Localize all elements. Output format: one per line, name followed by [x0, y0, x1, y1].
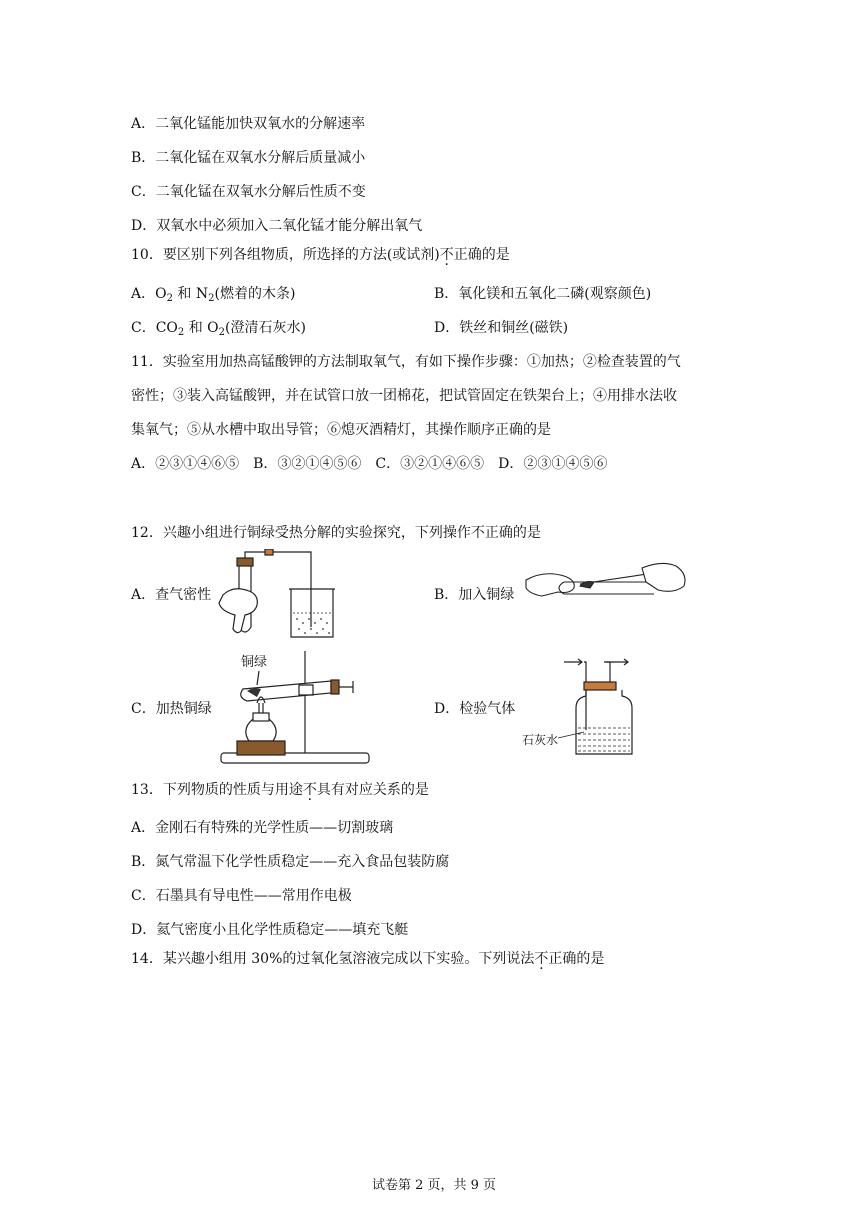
- q13-option-b: B．氮气常温下化学性质稳定——充入食品包装防腐: [131, 854, 450, 870]
- q10-option-a: A．$O_2$ 和 $N_2$(燃着的木条): [131, 286, 296, 304]
- q9-option-b: B．二氧化锰在双氧水分解后质量减小: [131, 150, 366, 166]
- figure-a-airtightness-check: [215, 549, 345, 641]
- q12-option-c: C．加热铜绿: [131, 701, 212, 717]
- figure-d-testing-gas-limewater: [520, 656, 640, 758]
- q13-option-d: D．氦气密度小且化学性质稳定——填充飞艇: [131, 922, 409, 938]
- q11-options: A．②③①④⑥⑤ B．③②①④⑤⑥ C．③②①④⑥⑤ D．②③①④⑤⑥: [131, 456, 608, 472]
- q13-stem: 13．下列物质的性质与用途不具有对应关系的是: [131, 782, 429, 798]
- q12-option-d: D．检验气体: [434, 701, 516, 717]
- page-footer: 试卷第 2 页，共 9 页: [371, 1178, 497, 1193]
- q12-stem: 12．兴趣小组进行铜绿受热分解的实验探究，下列操作不正确的是: [131, 525, 541, 541]
- q9-option-a: A．二氧化锰能加快双氧水的分解速率: [131, 116, 366, 132]
- q9-option-d: D．双氧水中必须加入二氧化锰才能分解出氧气: [131, 218, 423, 234]
- q14-stem: 14．某兴趣小组用 30%的过氧化氢溶液完成以下实验。下列说法不正确的是: [131, 951, 605, 967]
- q14-emphasis: 不: [534, 951, 549, 967]
- q10-stem: 10．要区别下列各组物质，所选择的方法(或试剂)不正确的是: [131, 247, 510, 263]
- figure-c-label: 铜绿: [241, 655, 268, 670]
- figure-c-heating-copper-green: [213, 645, 373, 773]
- q12-option-a: A．查气密性: [131, 587, 212, 603]
- q10-option-d: D．铁丝和铜丝(磁铁): [434, 320, 569, 336]
- q11-stem-line3: 集氧气；⑤从水槽中取出导管；⑥熄灭酒精灯，其操作顺序正确的是: [131, 422, 551, 438]
- q13-emphasis: 不: [302, 782, 317, 798]
- q11-stem-line1: 11．实验室用加热高锰酸钾的方法制取氧气，有如下操作步骤：①加热；②检查装置的气: [131, 354, 681, 370]
- figure-b-adding-copper-green: [524, 560, 688, 620]
- q11-stem-line2: 密性；③装入高锰酸钾，并在试管口放一团棉花，把试管固定在铁架台上；④用排水法收: [131, 388, 677, 404]
- q10-option-c: C．$CO_2$ 和 $O_2$(澄清石灰水): [131, 320, 306, 338]
- q9-option-c: C．二氧化锰在双氧水分解后性质不变: [131, 184, 366, 200]
- q12-option-b: B．加入铜绿: [434, 587, 515, 603]
- q13-option-c: C．石墨具有导电性——常用作电极: [131, 888, 352, 904]
- q10-option-b: B．氧化镁和五氧化二磷(观察颜色): [434, 286, 652, 302]
- q10-emphasis: 不: [439, 247, 454, 263]
- figure-d-label: 石灰水: [522, 733, 559, 747]
- q13-option-a: A．金刚石有特殊的光学性质——切割玻璃: [131, 820, 394, 836]
